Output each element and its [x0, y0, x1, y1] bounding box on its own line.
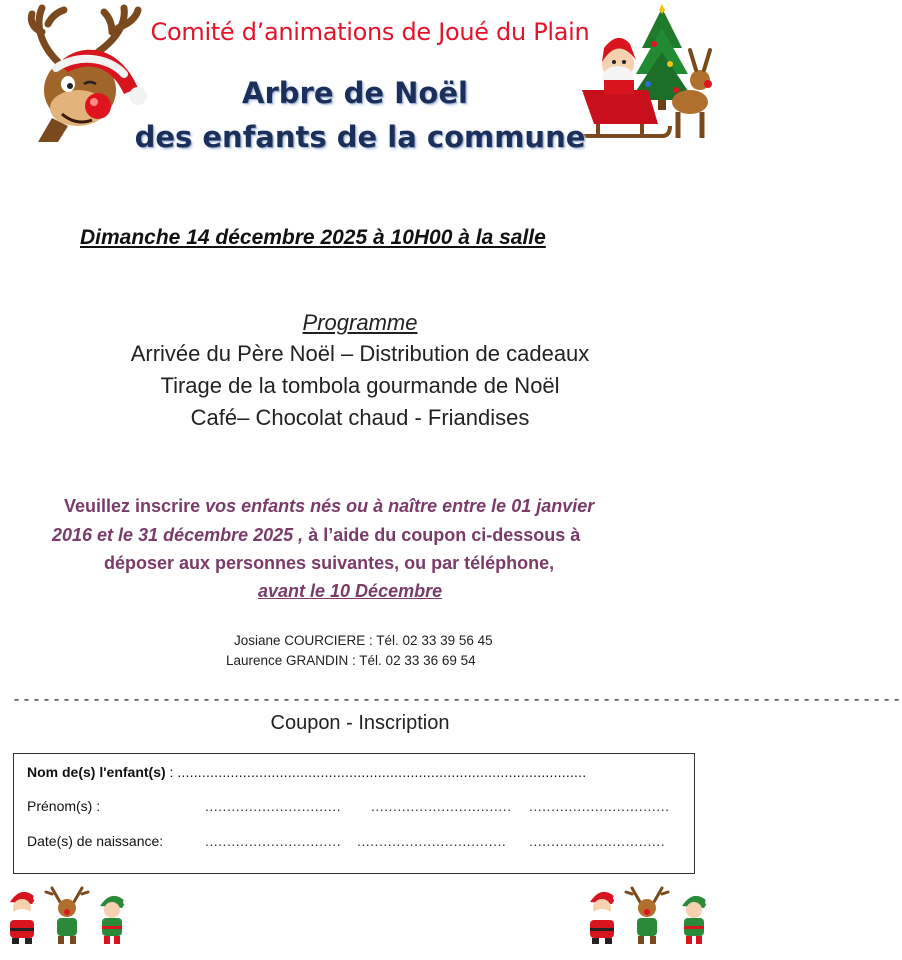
field-label: Prénom(s) :: [27, 798, 101, 814]
fill-dots[interactable]: ................................: [371, 798, 512, 814]
invitation-deadline: avant le 10 Décembre: [258, 581, 443, 601]
child-name-field[interactable]: [27, 764, 586, 780]
fill-dots[interactable]: ...............................: [529, 833, 666, 849]
field-label: Date(s) de naissance:: [27, 833, 164, 849]
invitation-text: Veuillez: [64, 496, 136, 516]
cut-line: -----------------------------------------------------------------------------------------: [12, 692, 902, 709]
fill-dots[interactable]: ...............................: [205, 833, 342, 849]
coupon-form: [13, 753, 695, 874]
invitation-text: vos enfants nés ou à naître entre le 01 janvier: [205, 496, 595, 516]
elf-icon: [94, 890, 130, 944]
programme-item: Tirage de la tombola gourmande de Noël: [160, 373, 560, 398]
invitation-text: à l’aide du coupon ci-dessous à: [303, 525, 581, 545]
field-label: Nom de(s) l'enfant(s): [27, 764, 166, 780]
birth-date-field[interactable]: [27, 833, 687, 853]
field-separator: :: [165, 764, 178, 780]
santa-icon: [2, 884, 42, 944]
fill-dots[interactable]: ...............................: [205, 798, 342, 814]
invitation-text: 2016 et le 31 décembre 2025 ,: [52, 525, 304, 545]
page-title-line-2: des enfants de la commune: [134, 120, 586, 154]
fill-dots[interactable]: ..................................: [357, 833, 507, 849]
contact-line: Josiane COURCIERE : Tél. 02 33 39 56 45: [234, 633, 493, 648]
reindeer-icon: [624, 886, 670, 944]
page-title-line-1: Arbre de Noël: [242, 76, 468, 110]
invitation-text: inscrire: [135, 496, 206, 516]
contact-line: Laurence GRANDIN : Tél. 02 33 36 69 54: [226, 653, 476, 668]
programme-item: Café– Chocolat chaud - Friandises: [190, 405, 530, 430]
invitation-line-1: [64, 496, 594, 517]
santa-icon: [582, 884, 622, 944]
organization-name: Comité d’animations de Joué du Plain: [150, 18, 590, 46]
coupon-title: Coupon - Inscription: [270, 712, 450, 734]
fill-dots[interactable]: ....................................................................................................: [177, 764, 587, 780]
programme-item: Arrivée du Père Noël – Distribution de cadeaux: [130, 341, 590, 366]
fill-dots[interactable]: ................................: [529, 798, 670, 814]
programme-heading: Programme: [302, 310, 418, 335]
event-date: Dimanche 14 décembre 2025 à 10H00 à la salle: [80, 226, 546, 249]
first-name-field[interactable]: [27, 798, 687, 818]
reindeer-icon: [44, 886, 90, 944]
invitation-line-2: [52, 525, 580, 546]
invitation-line-3: déposer aux personnes suivantes, ou par téléphone,: [104, 553, 555, 573]
elf-icon: [676, 890, 712, 944]
